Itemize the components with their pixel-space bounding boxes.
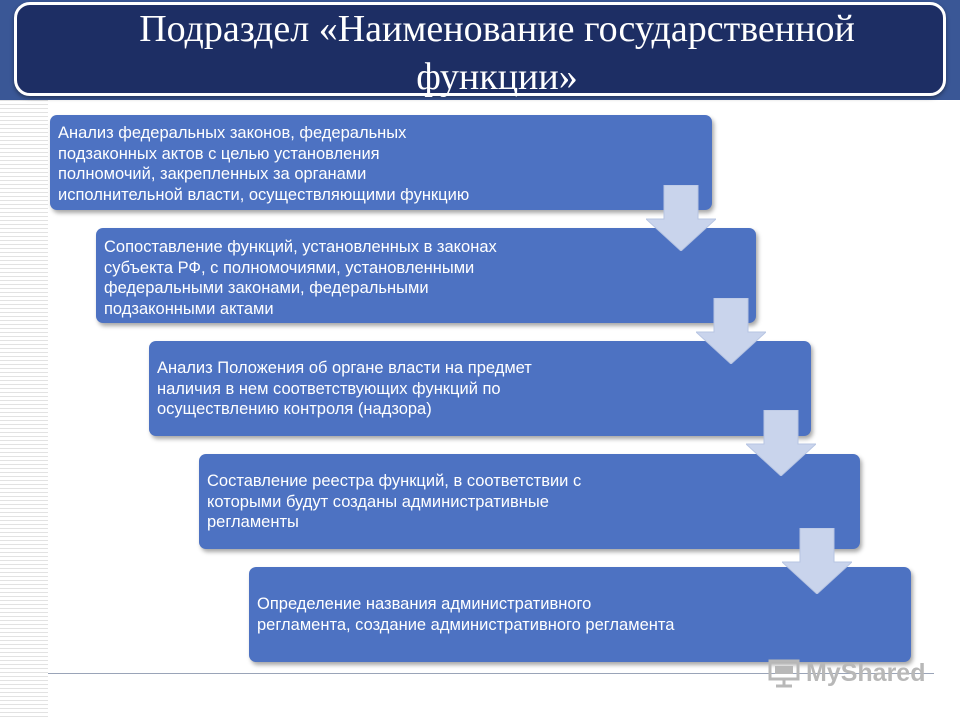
down-arrow-icon-2 (696, 298, 766, 364)
title-line-2: функции» (416, 56, 578, 98)
title-line-1: Подраздел «Наименование государственной (139, 8, 855, 50)
watermark (768, 656, 925, 690)
down-arrow-icon-1 (646, 185, 716, 251)
down-arrow-icon-3 (746, 410, 816, 476)
presentation-icon (768, 658, 800, 688)
process-step-5-text: Определение названия административного регламента, создание административного регламента (257, 595, 675, 634)
left-decoration (0, 100, 48, 720)
watermark-text: MyShared (806, 658, 926, 687)
down-arrow-icon-4 (782, 528, 852, 594)
process-step-4-text: Составление реестра функций, в соответствии с которыми будут созданы административные регламенты (207, 472, 582, 531)
process-step-1 (50, 115, 712, 210)
process-step-1-text: Анализ федеральных законов, федеральных подзаконных актов с целью установления полномочий, закрепленных за органами исполнительной власти, осуществляющими функцию (58, 124, 470, 204)
process-step-2-text: Сопоставление функций, установленных в законах субъекта РФ, с полномочиями, установленными федеральными законами, федеральными подзаконными актами (104, 238, 497, 318)
process-step-3-text: Анализ Положения об органе власти на предмет наличия в нем соответствующих функций по осуществлению контроля (надзора) (157, 359, 532, 418)
slide-title (57, 5, 937, 101)
slide-title-box (14, 2, 946, 96)
